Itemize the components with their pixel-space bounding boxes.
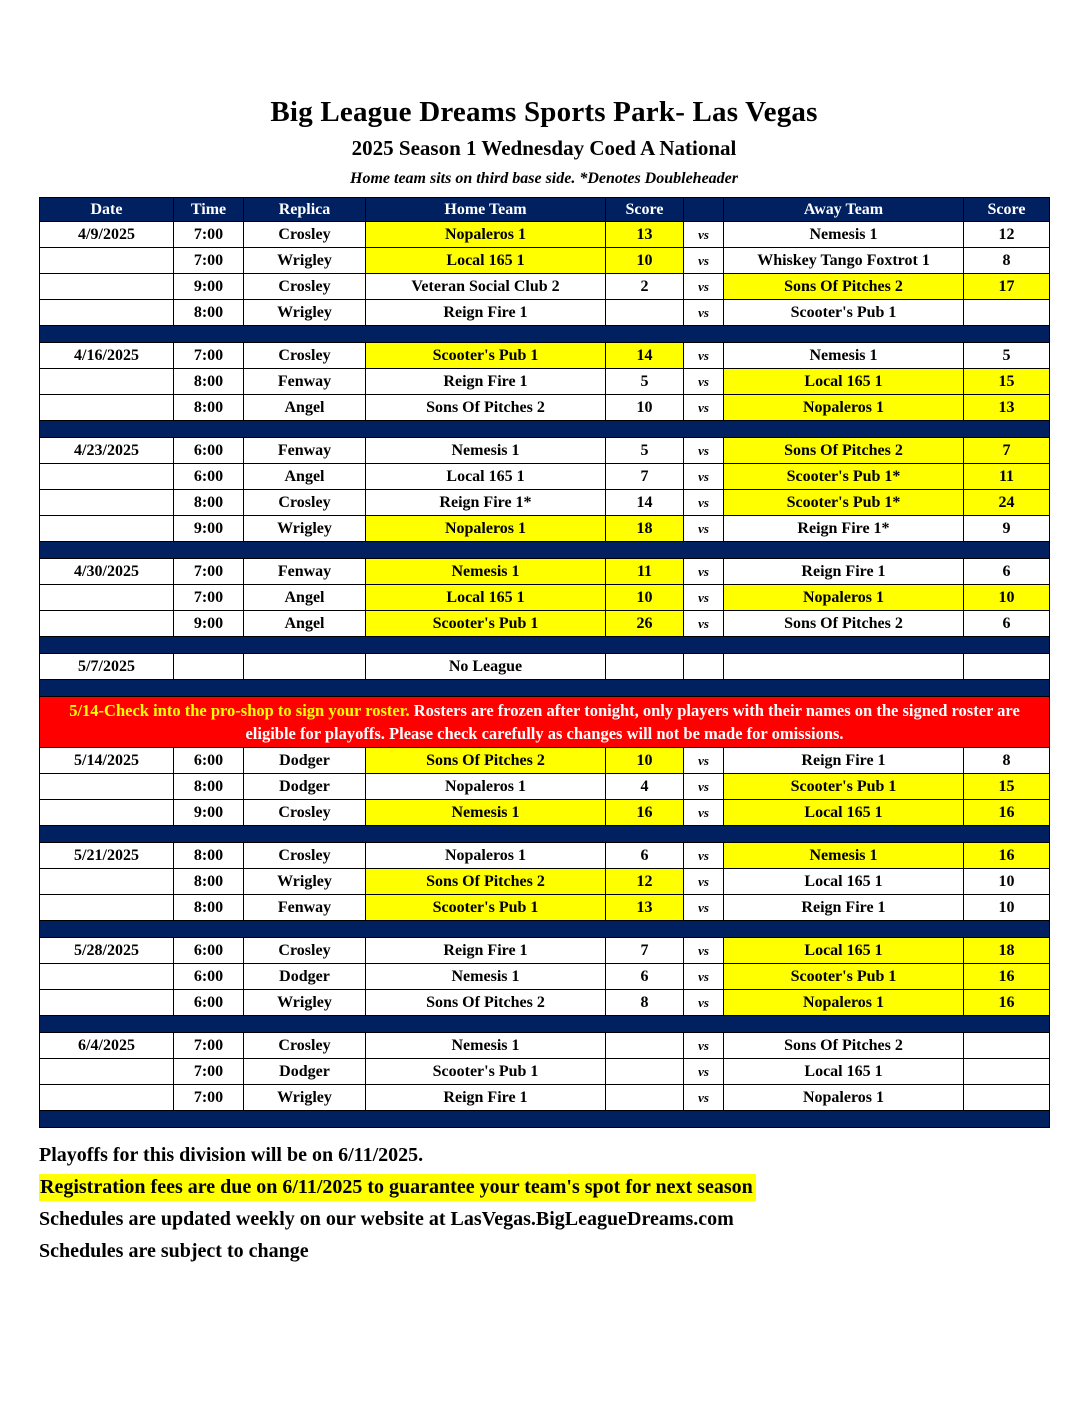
time-cell: 7:00: [174, 559, 244, 585]
home-team-cell: Sons Of Pitches 2: [366, 395, 606, 421]
away-team-cell: [724, 654, 964, 680]
time-cell: 7:00: [174, 1085, 244, 1111]
home-team-cell: Nopaleros 1: [366, 222, 606, 248]
home-score-cell: 14: [606, 490, 684, 516]
separator-row: [40, 542, 1050, 559]
away-score-cell: 17: [964, 274, 1050, 300]
time-cell: 7:00: [174, 1059, 244, 1085]
replica-cell: Angel: [244, 464, 366, 490]
away-team-cell: Whiskey Tango Foxtrot 1: [724, 248, 964, 274]
time-cell: 7:00: [174, 1033, 244, 1059]
home-team-cell: Scooter's Pub 1: [366, 611, 606, 637]
column-header-time: Time: [174, 198, 244, 222]
away-score-cell: 5: [964, 343, 1050, 369]
home-score-cell: 5: [606, 438, 684, 464]
game-row: [40, 611, 1050, 637]
date-cell: 6/4/2025: [40, 1033, 174, 1059]
home-score-cell: 10: [606, 395, 684, 421]
separator-bar: [40, 921, 1050, 938]
time-cell: 8:00: [174, 895, 244, 921]
home-score-cell: 8: [606, 990, 684, 1016]
away-team-cell: Reign Fire 1: [724, 895, 964, 921]
vs-cell: vs: [684, 559, 724, 585]
roster-notice-highlight: 5/14-Check into the pro-shop to sign your roster.: [69, 701, 410, 720]
away-score-cell: 10: [964, 895, 1050, 921]
schedule-header-row: [40, 198, 1050, 222]
home-score-cell: 6: [606, 843, 684, 869]
home-team-cell: Reign Fire 1: [366, 1085, 606, 1111]
away-score-cell: 7: [964, 438, 1050, 464]
game-row: [40, 490, 1050, 516]
column-header-date: Date: [40, 198, 174, 222]
away-score-cell: [964, 1085, 1050, 1111]
separator-row: [40, 680, 1050, 697]
game-row: [40, 464, 1050, 490]
separator-row: [40, 421, 1050, 438]
home-score-cell: [606, 1059, 684, 1085]
time-cell: 6:00: [174, 464, 244, 490]
home-score-cell: [606, 1085, 684, 1111]
replica-cell: Wrigley: [244, 869, 366, 895]
home-score-cell: 10: [606, 748, 684, 774]
replica-cell: Crosley: [244, 1033, 366, 1059]
separator-bar: [40, 826, 1050, 843]
vs-cell: vs: [684, 938, 724, 964]
vs-cell: vs: [684, 300, 724, 326]
home-score-cell: 7: [606, 938, 684, 964]
game-row: [40, 395, 1050, 421]
away-score-cell: 6: [964, 611, 1050, 637]
replica-cell: Crosley: [244, 274, 366, 300]
away-score-cell: 10: [964, 585, 1050, 611]
date-cell: [40, 395, 174, 421]
replica-cell: Wrigley: [244, 248, 366, 274]
date-cell: [40, 516, 174, 542]
home-score-cell: 10: [606, 585, 684, 611]
away-score-cell: 12: [964, 222, 1050, 248]
replica-cell: Fenway: [244, 438, 366, 464]
separator-bar: [40, 1111, 1050, 1128]
away-score-cell: 24: [964, 490, 1050, 516]
away-score-cell: 8: [964, 748, 1050, 774]
home-team-cell: Nopaleros 1: [366, 516, 606, 542]
replica-cell: Crosley: [244, 222, 366, 248]
game-row: [40, 654, 1050, 680]
time-cell: 8:00: [174, 774, 244, 800]
vs-cell: vs: [684, 748, 724, 774]
separator-row: [40, 1016, 1050, 1033]
game-row: [40, 1059, 1050, 1085]
home-score-cell: 26: [606, 611, 684, 637]
replica-cell: Crosley: [244, 843, 366, 869]
vs-cell: vs: [684, 895, 724, 921]
replica-cell: Fenway: [244, 369, 366, 395]
home-score-cell: 7: [606, 464, 684, 490]
time-cell: 8:00: [174, 843, 244, 869]
home-team-cell: Local 165 1: [366, 464, 606, 490]
home-score-cell: 5: [606, 369, 684, 395]
away-score-cell: 16: [964, 800, 1050, 826]
game-row: [40, 222, 1050, 248]
home-team-cell: Nemesis 1: [366, 800, 606, 826]
home-score-cell: 10: [606, 248, 684, 274]
replica-cell: Dodger: [244, 1059, 366, 1085]
vs-cell: vs: [684, 585, 724, 611]
away-team-cell: Scooter's Pub 1: [724, 300, 964, 326]
game-row: [40, 300, 1050, 326]
vs-cell: vs: [684, 464, 724, 490]
home-score-cell: 16: [606, 800, 684, 826]
home-team-cell: Scooter's Pub 1: [366, 1059, 606, 1085]
game-row: [40, 964, 1050, 990]
game-row: [40, 843, 1050, 869]
column-header-home-team: Home Team: [366, 198, 606, 222]
date-cell: 5/21/2025: [40, 843, 174, 869]
separator-row: [40, 826, 1050, 843]
home-team-cell: Scooter's Pub 1: [366, 895, 606, 921]
vs-cell: vs: [684, 222, 724, 248]
date-cell: [40, 990, 174, 1016]
home-score-cell: 14: [606, 343, 684, 369]
away-team-cell: Scooter's Pub 1*: [724, 464, 964, 490]
away-score-cell: 8: [964, 248, 1050, 274]
vs-cell: vs: [684, 1059, 724, 1085]
game-row: [40, 1033, 1050, 1059]
game-row: [40, 274, 1050, 300]
away-team-cell: Nopaleros 1: [724, 395, 964, 421]
page-subtitle: 2025 Season 1 Wednesday Coed A National: [351, 136, 737, 160]
away-team-cell: Nopaleros 1: [724, 990, 964, 1016]
away-score-cell: 9: [964, 516, 1050, 542]
away-team-cell: Nemesis 1: [724, 843, 964, 869]
replica-cell: Dodger: [244, 964, 366, 990]
game-row: [40, 585, 1050, 611]
separator-row: [40, 637, 1050, 654]
replica-cell: Wrigley: [244, 990, 366, 1016]
game-row: [40, 774, 1050, 800]
vs-cell: vs: [684, 774, 724, 800]
date-cell: [40, 490, 174, 516]
separator-bar: [40, 637, 1050, 654]
away-team-cell: Local 165 1: [724, 1059, 964, 1085]
home-team-note: Home team sits on third base side. *Denotes Doubleheader: [350, 170, 738, 187]
registration-note: Registration fees are due on 6/11/2025 to guarantee your team's spot for next season: [39, 1174, 756, 1201]
home-team-cell: Reign Fire 1: [366, 300, 606, 326]
replica-cell: Crosley: [244, 490, 366, 516]
date-cell: 4/16/2025: [40, 343, 174, 369]
away-team-cell: Reign Fire 1: [724, 748, 964, 774]
home-team-cell: Nopaleros 1: [366, 774, 606, 800]
away-score-cell: 13: [964, 395, 1050, 421]
time-cell: 8:00: [174, 490, 244, 516]
away-team-cell: Local 165 1: [724, 369, 964, 395]
game-row: [40, 343, 1050, 369]
column-header-replica: Replica: [244, 198, 366, 222]
time-cell: 7:00: [174, 585, 244, 611]
vs-cell: vs: [684, 490, 724, 516]
away-team-cell: Scooter's Pub 1: [724, 774, 964, 800]
date-cell: [40, 611, 174, 637]
game-row: [40, 895, 1050, 921]
replica-cell: Wrigley: [244, 300, 366, 326]
away-score-cell: 11: [964, 464, 1050, 490]
replica-cell: Crosley: [244, 800, 366, 826]
time-cell: 9:00: [174, 516, 244, 542]
home-score-cell: [606, 1033, 684, 1059]
separator-bar: [40, 542, 1050, 559]
game-row: [40, 1085, 1050, 1111]
replica-cell: Wrigley: [244, 1085, 366, 1111]
away-team-cell: Nopaleros 1: [724, 585, 964, 611]
replica-cell: Crosley: [244, 938, 366, 964]
vs-cell: vs: [684, 843, 724, 869]
date-cell: [40, 585, 174, 611]
replica-cell: [244, 654, 366, 680]
date-cell: 4/9/2025: [40, 222, 174, 248]
vs-cell: vs: [684, 611, 724, 637]
date-cell: 5/14/2025: [40, 748, 174, 774]
home-team-cell: Sons Of Pitches 2: [366, 869, 606, 895]
game-row: [40, 438, 1050, 464]
replica-cell: Angel: [244, 585, 366, 611]
date-cell: 4/23/2025: [40, 438, 174, 464]
date-cell: 4/30/2025: [40, 559, 174, 585]
away-team-cell: Scooter's Pub 1: [724, 964, 964, 990]
date-cell: [40, 869, 174, 895]
away-score-cell: [964, 1033, 1050, 1059]
away-team-cell: Local 165 1: [724, 869, 964, 895]
vs-cell: vs: [684, 1085, 724, 1111]
roster-notice-row: [40, 697, 1050, 748]
home-team-cell: Nemesis 1: [366, 438, 606, 464]
date-cell: [40, 964, 174, 990]
column-header-score: Score: [964, 198, 1050, 222]
home-score-cell: 13: [606, 895, 684, 921]
time-cell: 6:00: [174, 990, 244, 1016]
registration-note-line: [39, 1176, 1049, 1199]
website-note: Schedules are updated weekly on our website at LasVegas.BigLeagueDreams.com: [39, 1208, 734, 1230]
time-cell: 9:00: [174, 274, 244, 300]
vs-cell: vs: [684, 516, 724, 542]
away-score-cell: [964, 654, 1050, 680]
replica-cell: Angel: [244, 611, 366, 637]
home-team-cell: Reign Fire 1: [366, 938, 606, 964]
playoffs-note: Playoffs for this division will be on 6/11/2025.: [39, 1144, 424, 1166]
schedule-table: [39, 197, 1050, 1128]
time-cell: 9:00: [174, 611, 244, 637]
vs-cell: [684, 654, 724, 680]
date-cell: [40, 774, 174, 800]
time-cell: 6:00: [174, 964, 244, 990]
home-team-cell: Nemesis 1: [366, 559, 606, 585]
time-cell: 8:00: [174, 300, 244, 326]
home-team-cell: Nopaleros 1: [366, 843, 606, 869]
away-score-cell: 15: [964, 774, 1050, 800]
home-score-cell: 12: [606, 869, 684, 895]
date-cell: [40, 1059, 174, 1085]
date-cell: 5/28/2025: [40, 938, 174, 964]
time-cell: 7:00: [174, 222, 244, 248]
date-cell: [40, 895, 174, 921]
replica-cell: Fenway: [244, 895, 366, 921]
away-team-cell: Nemesis 1: [724, 343, 964, 369]
home-team-cell: Veteran Social Club 2: [366, 274, 606, 300]
separator-bar: [40, 1016, 1050, 1033]
game-row: [40, 369, 1050, 395]
away-score-cell: [964, 1059, 1050, 1085]
home-score-cell: 2: [606, 274, 684, 300]
game-row: [40, 248, 1050, 274]
date-cell: [40, 274, 174, 300]
home-score-cell: [606, 300, 684, 326]
home-score-cell: 13: [606, 222, 684, 248]
away-team-cell: Nemesis 1: [724, 222, 964, 248]
replica-cell: Dodger: [244, 774, 366, 800]
replica-cell: Crosley: [244, 343, 366, 369]
vs-cell: vs: [684, 964, 724, 990]
home-team-cell: Reign Fire 1: [366, 369, 606, 395]
replica-cell: Dodger: [244, 748, 366, 774]
column-header-score: Score: [606, 198, 684, 222]
time-cell: 6:00: [174, 938, 244, 964]
home-team-cell: Nemesis 1: [366, 1033, 606, 1059]
separator-row: [40, 921, 1050, 938]
date-cell: [40, 1085, 174, 1111]
home-team-cell: Scooter's Pub 1: [366, 343, 606, 369]
away-team-cell: Sons Of Pitches 2: [724, 611, 964, 637]
away-score-cell: 15: [964, 369, 1050, 395]
home-score-cell: 4: [606, 774, 684, 800]
vs-cell: vs: [684, 369, 724, 395]
home-score-cell: 11: [606, 559, 684, 585]
footer-notes: [39, 1144, 1049, 1263]
game-row: [40, 516, 1050, 542]
vs-cell: vs: [684, 274, 724, 300]
time-cell: 8:00: [174, 869, 244, 895]
time-cell: 7:00: [174, 343, 244, 369]
vs-cell: vs: [684, 990, 724, 1016]
away-team-cell: Scooter's Pub 1*: [724, 490, 964, 516]
away-team-cell: Reign Fire 1: [724, 559, 964, 585]
home-team-cell: No League: [366, 654, 606, 680]
date-cell: 5/7/2025: [40, 654, 174, 680]
schedule-body: [40, 222, 1050, 1128]
away-score-cell: [964, 300, 1050, 326]
column-header-vs: [684, 198, 724, 222]
roster-notice-text: Rosters are frozen after tonight, only players with their names on the signed roster are eligible for playoffs. Please check carefully as changes will not be made for omissions.: [245, 701, 1020, 743]
away-team-cell: Sons Of Pitches 2: [724, 274, 964, 300]
separator-bar: [40, 326, 1050, 343]
column-header-away-team: Away Team: [724, 198, 964, 222]
home-score-cell: 18: [606, 516, 684, 542]
vs-cell: vs: [684, 248, 724, 274]
away-team-cell: Reign Fire 1*: [724, 516, 964, 542]
vs-cell: vs: [684, 438, 724, 464]
game-row: [40, 869, 1050, 895]
replica-cell: Fenway: [244, 559, 366, 585]
home-team-cell: Sons Of Pitches 2: [366, 748, 606, 774]
replica-cell: Wrigley: [244, 516, 366, 542]
away-team-cell: Sons Of Pitches 2: [724, 438, 964, 464]
time-cell: [174, 654, 244, 680]
separator-bar: [40, 680, 1050, 697]
time-cell: 7:00: [174, 248, 244, 274]
home-score-cell: [606, 654, 684, 680]
time-cell: 9:00: [174, 800, 244, 826]
away-team-cell: Sons Of Pitches 2: [724, 1033, 964, 1059]
game-row: [40, 800, 1050, 826]
vs-cell: vs: [684, 800, 724, 826]
time-cell: 8:00: [174, 369, 244, 395]
game-row: [40, 559, 1050, 585]
game-row: [40, 938, 1050, 964]
away-score-cell: 6: [964, 559, 1050, 585]
game-row: [40, 990, 1050, 1016]
vs-cell: vs: [684, 395, 724, 421]
away-score-cell: 18: [964, 938, 1050, 964]
subject-to-change-note: Schedules are subject to change: [39, 1240, 309, 1262]
separator-row: [40, 1111, 1050, 1128]
time-cell: 6:00: [174, 438, 244, 464]
page-title: Big League Dreams Sports Park- Las Vegas: [270, 96, 818, 128]
away-team-cell: Nopaleros 1: [724, 1085, 964, 1111]
separator-bar: [40, 421, 1050, 438]
away-team-cell: Local 165 1: [724, 800, 964, 826]
time-cell: 8:00: [174, 395, 244, 421]
home-team-cell: Sons Of Pitches 2: [366, 990, 606, 1016]
vs-cell: vs: [684, 343, 724, 369]
roster-notice: [40, 697, 1050, 748]
home-team-cell: Local 165 1: [366, 248, 606, 274]
vs-cell: vs: [684, 1033, 724, 1059]
away-score-cell: 10: [964, 869, 1050, 895]
home-score-cell: 6: [606, 964, 684, 990]
date-cell: [40, 464, 174, 490]
separator-row: [40, 326, 1050, 343]
date-cell: [40, 369, 174, 395]
replica-cell: Angel: [244, 395, 366, 421]
away-score-cell: 16: [964, 843, 1050, 869]
away-score-cell: 16: [964, 964, 1050, 990]
date-cell: [40, 248, 174, 274]
home-team-cell: Local 165 1: [366, 585, 606, 611]
away-score-cell: 16: [964, 990, 1050, 1016]
home-team-cell: Reign Fire 1*: [366, 490, 606, 516]
date-cell: [40, 800, 174, 826]
away-team-cell: Local 165 1: [724, 938, 964, 964]
vs-cell: vs: [684, 869, 724, 895]
game-row: [40, 748, 1050, 774]
home-team-cell: Nemesis 1: [366, 964, 606, 990]
date-cell: [40, 300, 174, 326]
time-cell: 6:00: [174, 748, 244, 774]
